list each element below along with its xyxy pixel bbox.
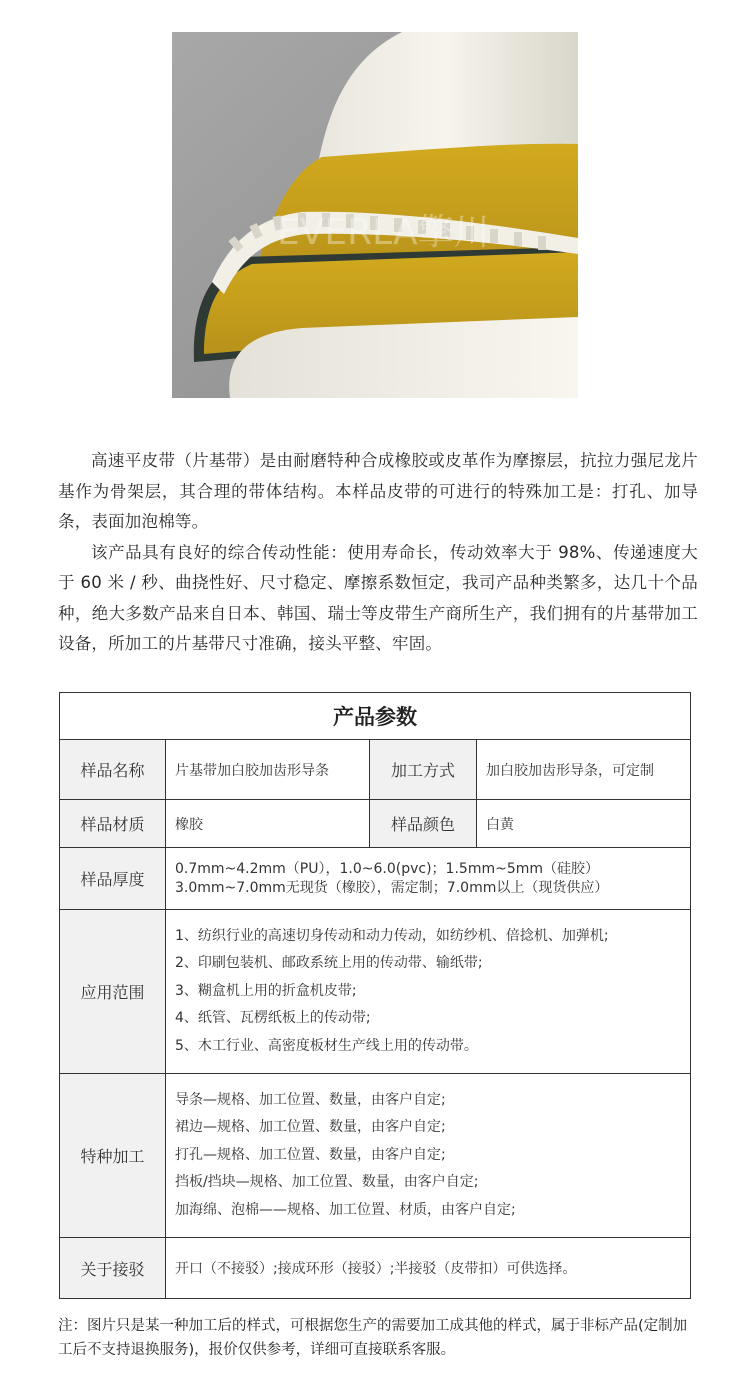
value-special-processing: [166, 1087, 516, 1225]
table-row-sample-name: [60, 739, 690, 799]
label-application: 应用范围: [60, 910, 165, 1073]
label-process-method: 加工方式: [370, 740, 476, 799]
table-row-material: [60, 799, 690, 847]
belt-illustration: [172, 32, 578, 398]
watermark-text: EVERLA擎川: [277, 212, 490, 253]
table-row-application: [60, 909, 690, 1073]
label-thickness: 样品厚度: [60, 848, 165, 909]
application-line: 3、糊盒机上用的折盒机皮带;: [175, 982, 357, 999]
table-row-thickness: [60, 847, 690, 909]
value-process-method: 加白胶加齿形导条，可定制: [486, 762, 654, 779]
value-sample-name: 片基带加白胶加齿形导条: [175, 762, 329, 779]
value-color: 白黄: [486, 816, 514, 833]
application-line: 1、纺织行业的高速切身传动和动力传动，如纺纱机、倍捻机、加弹机;: [175, 927, 609, 944]
description-paragraph-1: 高速平皮带（片基带）是由耐磨特种合成橡胶或皮革作为摩擦层，抗拉力强尼龙片基作为骨架层，其合理的带体结构。本样品皮带的可进行的特殊加工是：打孔、加导条，表面加泡棉等。: [58, 451, 698, 531]
special-line: 打孔—规格、加工位置、数量，由客户自定;: [175, 1146, 446, 1163]
label-sample-name: 样品名称: [60, 740, 165, 799]
value-application: [166, 923, 609, 1061]
product-description: [58, 446, 698, 660]
special-line: 挡板/挡块—规格、加工位置、数量，由客户自定;: [175, 1174, 479, 1191]
label-special-processing: 特种加工: [60, 1074, 165, 1237]
label-color: 样品颜色: [370, 800, 476, 847]
product-photo: [172, 32, 578, 398]
thickness-line: 0.7mm~4.2mm（PU），1.0~6.0(pvc)；1.5mm~5mm（硅胶）: [175, 860, 600, 877]
description-paragraph-2: 该产品具有良好的综合传动性能：使用寿命长，传动效率大于 98%、传递速度大于 60 米 / 秒、曲挠性好、尺寸稳定、摩擦系数恒定，我司产品种类繁多，达几十个品种，绝大多数产品来自日本、韩国、瑞士等皮带生产商所生产，我们拥有的片基带加工设备，所加工的片基带尺寸准确，接头平整、牢固。: [58, 542, 698, 653]
application-line: 4、纸管、瓦楞纸板上的传动带;: [175, 1010, 371, 1027]
footnote: 注：图片只是某一种加工后的样式，可根据您生产的需要加工成其他的样式，属于非标产品(定制加工后不支持退换服务)，报价仅供参考，详细可直接联系客服。: [58, 1318, 688, 1358]
special-line: 加海绵、泡棉——规格、加工位置、材质，由客户自定;: [175, 1201, 516, 1218]
label-material: 样品材质: [60, 800, 165, 847]
product-parameter-table: [59, 692, 691, 1299]
label-joint: 关于接驳: [60, 1238, 165, 1298]
application-line: 5、木工行业、高密度板材生产线上用的传动带。: [175, 1037, 478, 1054]
special-line: 裙边—规格、加工位置、数量，由客户自定;: [175, 1119, 446, 1136]
value-material: 橡胶: [175, 816, 203, 833]
value-joint: 开口（不接驳）;接成环形（接驳）;半接驳（皮带扣）可供选择。: [175, 1261, 577, 1277]
table-row-joint: [60, 1237, 690, 1298]
special-line: 导条—规格、加工位置、数量，由客户自定;: [175, 1091, 446, 1108]
table-title: 产品参数: [333, 705, 417, 729]
application-line: 2、印刷包装机、邮政系统上用的传动带、输纸带;: [175, 955, 483, 972]
value-thickness: [166, 860, 608, 898]
table-row-special-processing: [60, 1073, 690, 1237]
thickness-line: 3.0mm~7.0mm无现货（橡胶），需定制；7.0mm以上（现货供应）: [175, 879, 609, 896]
